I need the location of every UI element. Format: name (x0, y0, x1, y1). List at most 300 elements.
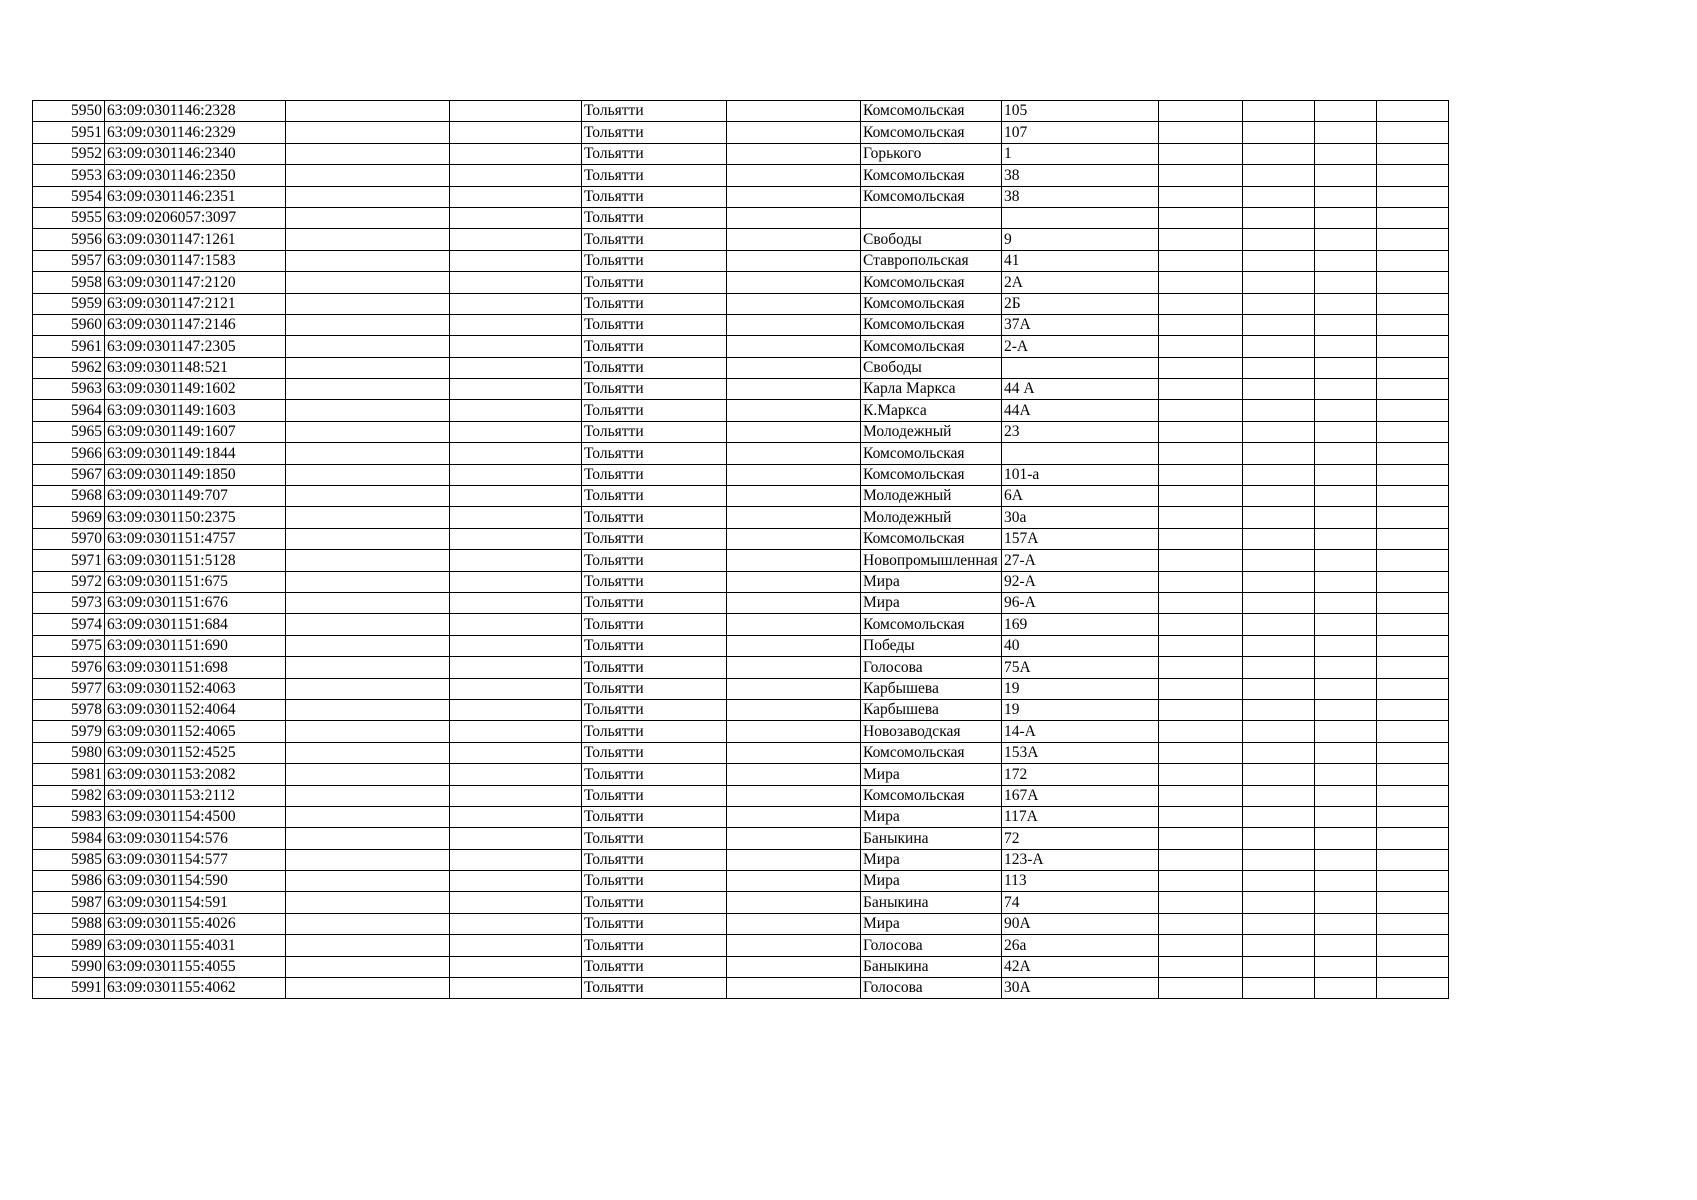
empty-cell (450, 207, 582, 228)
house-number-cell (1002, 357, 1159, 378)
empty-cell (1315, 507, 1377, 528)
empty-cell (286, 742, 450, 763)
street-cell: Комсомольская (861, 614, 1002, 635)
empty-cell (1377, 400, 1449, 421)
house-number-cell: 153А (1002, 742, 1159, 763)
empty-cell (450, 871, 582, 892)
empty-cell (1315, 379, 1377, 400)
street-cell: Мира (861, 871, 1002, 892)
empty-cell (286, 592, 450, 613)
cadastral-number-cell: 63:09:0301155:4055 (105, 956, 286, 977)
city-cell: Тольятти (582, 122, 727, 143)
row-number-cell: 5961 (33, 336, 105, 357)
empty-cell (1159, 357, 1243, 378)
empty-cell (727, 229, 861, 250)
empty-cell (450, 956, 582, 977)
empty-cell (1377, 379, 1449, 400)
street-cell: Баныкина (861, 828, 1002, 849)
cadastral-number-cell: 63:09:0301154:576 (105, 828, 286, 849)
street-cell: Комсомольская (861, 785, 1002, 806)
empty-cell (1243, 614, 1315, 635)
street-cell: Победы (861, 635, 1002, 656)
cadastral-number-cell: 63:09:0301149:1850 (105, 464, 286, 485)
street-cell: Свободы (861, 229, 1002, 250)
empty-cell (1315, 528, 1377, 549)
empty-cell (1159, 978, 1243, 999)
empty-cell (1315, 828, 1377, 849)
empty-cell (1377, 935, 1449, 956)
empty-cell (1377, 614, 1449, 635)
empty-cell (1243, 635, 1315, 656)
empty-cell (1377, 229, 1449, 250)
empty-cell (1243, 379, 1315, 400)
house-number-cell: 90А (1002, 913, 1159, 934)
empty-cell (1377, 571, 1449, 592)
row-number-cell: 5984 (33, 828, 105, 849)
cadastral-number-cell: 63:09:0301147:2121 (105, 293, 286, 314)
house-number-cell: 41 (1002, 250, 1159, 271)
empty-cell (1377, 699, 1449, 720)
cadastral-number-cell: 63:09:0301154:577 (105, 849, 286, 870)
city-cell: Тольятти (582, 165, 727, 186)
empty-cell (1315, 272, 1377, 293)
empty-cell (1315, 464, 1377, 485)
empty-cell (727, 101, 861, 122)
empty-cell (1315, 806, 1377, 827)
city-cell: Тольятти (582, 464, 727, 485)
empty-cell (727, 978, 861, 999)
house-number-cell: 6А (1002, 486, 1159, 507)
row-number-cell: 5981 (33, 764, 105, 785)
empty-cell (1315, 400, 1377, 421)
cadastral-number-cell: 63:09:0301153:2082 (105, 764, 286, 785)
cadastral-number-cell: 63:09:0301147:2305 (105, 336, 286, 357)
empty-cell (1243, 443, 1315, 464)
empty-cell (286, 550, 450, 571)
empty-cell (727, 828, 861, 849)
empty-cell (1159, 186, 1243, 207)
empty-cell (1377, 721, 1449, 742)
street-cell: Молодежный (861, 421, 1002, 442)
empty-cell (1159, 678, 1243, 699)
empty-cell (1377, 293, 1449, 314)
empty-cell (1243, 935, 1315, 956)
empty-cell (1243, 678, 1315, 699)
empty-cell (1243, 828, 1315, 849)
empty-cell (727, 592, 861, 613)
street-cell: Голосова (861, 978, 1002, 999)
empty-cell (1159, 507, 1243, 528)
empty-cell (727, 657, 861, 678)
empty-cell (450, 657, 582, 678)
city-cell: Тольятти (582, 956, 727, 977)
empty-cell (727, 614, 861, 635)
empty-cell (727, 764, 861, 785)
empty-cell (1315, 293, 1377, 314)
empty-cell (1159, 421, 1243, 442)
empty-cell (450, 785, 582, 806)
empty-cell (450, 571, 582, 592)
table-row (33, 486, 1449, 507)
empty-cell (1377, 101, 1449, 122)
empty-cell (1159, 721, 1243, 742)
table-row (33, 229, 1449, 250)
city-cell: Тольятти (582, 657, 727, 678)
house-number-cell: 75А (1002, 657, 1159, 678)
empty-cell (727, 849, 861, 870)
empty-cell (1377, 314, 1449, 335)
table-row (33, 871, 1449, 892)
house-number-cell: 169 (1002, 614, 1159, 635)
row-number-cell: 5962 (33, 357, 105, 378)
street-cell: Комсомольская (861, 314, 1002, 335)
empty-cell (1377, 272, 1449, 293)
table-row (33, 101, 1449, 122)
empty-cell (1159, 464, 1243, 485)
empty-cell (286, 528, 450, 549)
row-number-cell: 5970 (33, 528, 105, 549)
cadastral-number-cell: 63:09:0301154:4500 (105, 806, 286, 827)
empty-cell (1377, 764, 1449, 785)
empty-cell (1159, 956, 1243, 977)
empty-cell (727, 207, 861, 228)
empty-cell (1377, 486, 1449, 507)
empty-cell (450, 421, 582, 442)
empty-cell (1243, 657, 1315, 678)
empty-cell (1377, 507, 1449, 528)
table-row (33, 935, 1449, 956)
empty-cell (727, 379, 861, 400)
city-cell: Тольятти (582, 143, 727, 164)
empty-cell (727, 871, 861, 892)
empty-cell (1315, 699, 1377, 720)
empty-cell (450, 357, 582, 378)
table-row (33, 614, 1449, 635)
empty-cell (1377, 871, 1449, 892)
city-cell: Тольятти (582, 678, 727, 699)
table-row (33, 250, 1449, 271)
empty-cell (1315, 978, 1377, 999)
empty-cell (727, 785, 861, 806)
empty-cell (1159, 250, 1243, 271)
row-number-cell: 5957 (33, 250, 105, 271)
empty-cell (286, 507, 450, 528)
empty-cell (450, 592, 582, 613)
empty-cell (1159, 550, 1243, 571)
street-cell: Голосова (861, 935, 1002, 956)
empty-cell (450, 272, 582, 293)
table-row (33, 892, 1449, 913)
house-number-cell: 157А (1002, 528, 1159, 549)
empty-cell (1377, 528, 1449, 549)
cadastral-number-cell: 63:09:0301146:2351 (105, 186, 286, 207)
empty-cell (1159, 592, 1243, 613)
empty-cell (450, 250, 582, 271)
table-row (33, 507, 1449, 528)
empty-cell (286, 421, 450, 442)
empty-cell (1159, 101, 1243, 122)
empty-cell (727, 635, 861, 656)
cadastral-number-cell: 63:09:0301147:1583 (105, 250, 286, 271)
city-cell: Тольятти (582, 186, 727, 207)
empty-cell (450, 935, 582, 956)
empty-cell (1315, 314, 1377, 335)
empty-cell (450, 550, 582, 571)
table-row (33, 379, 1449, 400)
empty-cell (286, 293, 450, 314)
row-number-cell: 5991 (33, 978, 105, 999)
empty-cell (1377, 443, 1449, 464)
cadastral-number-cell: 63:09:0301147:2120 (105, 272, 286, 293)
street-cell: Комсомольская (861, 336, 1002, 357)
empty-cell (1159, 614, 1243, 635)
cadastral-number-cell: 63:09:0301154:591 (105, 892, 286, 913)
street-cell: Мира (861, 764, 1002, 785)
empty-cell (1377, 250, 1449, 271)
empty-cell (286, 443, 450, 464)
empty-cell (1377, 806, 1449, 827)
empty-cell (1243, 764, 1315, 785)
street-cell: Комсомольская (861, 443, 1002, 464)
empty-cell (1243, 165, 1315, 186)
empty-cell (286, 314, 450, 335)
empty-cell (286, 828, 450, 849)
empty-cell (1159, 635, 1243, 656)
street-cell: К.Маркса (861, 400, 1002, 421)
empty-cell (1243, 293, 1315, 314)
cadastral-number-cell: 63:09:0301152:4063 (105, 678, 286, 699)
table-row (33, 978, 1449, 999)
empty-cell (450, 892, 582, 913)
cadastral-number-cell: 63:09:0301146:2328 (105, 101, 286, 122)
city-cell: Тольятти (582, 379, 727, 400)
empty-cell (1159, 336, 1243, 357)
street-cell: Ставропольская (861, 250, 1002, 271)
empty-cell (450, 336, 582, 357)
street-cell: Комсомольская (861, 742, 1002, 763)
empty-cell (1377, 956, 1449, 977)
city-cell: Тольятти (582, 913, 727, 934)
table-row (33, 528, 1449, 549)
row-number-cell: 5973 (33, 592, 105, 613)
empty-cell (1315, 956, 1377, 977)
empty-cell (727, 742, 861, 763)
empty-cell (1377, 550, 1449, 571)
empty-cell (286, 806, 450, 827)
table-row (33, 764, 1449, 785)
empty-cell (727, 165, 861, 186)
empty-cell (286, 272, 450, 293)
empty-cell (1159, 379, 1243, 400)
cadastral-number-cell: 63:09:0301151:5128 (105, 550, 286, 571)
empty-cell (286, 956, 450, 977)
street-cell: Комсомольская (861, 186, 1002, 207)
table-row (33, 336, 1449, 357)
row-number-cell: 5953 (33, 165, 105, 186)
empty-cell (286, 635, 450, 656)
empty-cell (727, 806, 861, 827)
cadastral-table (32, 100, 1449, 999)
empty-cell (1159, 571, 1243, 592)
empty-cell (286, 764, 450, 785)
empty-cell (727, 550, 861, 571)
empty-cell (1377, 357, 1449, 378)
empty-cell (727, 935, 861, 956)
empty-cell (1315, 250, 1377, 271)
table-row (33, 849, 1449, 870)
empty-cell (1159, 486, 1243, 507)
row-number-cell: 5989 (33, 935, 105, 956)
cadastral-number-cell: 63:09:0301151:684 (105, 614, 286, 635)
empty-cell (1377, 635, 1449, 656)
empty-cell (1243, 956, 1315, 977)
house-number-cell: 167А (1002, 785, 1159, 806)
empty-cell (1315, 143, 1377, 164)
cadastral-number-cell: 63:09:0301146:2340 (105, 143, 286, 164)
empty-cell (1315, 122, 1377, 143)
empty-cell (1315, 165, 1377, 186)
empty-cell (1315, 207, 1377, 228)
empty-cell (727, 443, 861, 464)
empty-cell (1315, 764, 1377, 785)
row-number-cell: 5986 (33, 871, 105, 892)
empty-cell (286, 699, 450, 720)
empty-cell (286, 165, 450, 186)
empty-cell (286, 101, 450, 122)
empty-cell (1243, 978, 1315, 999)
empty-cell (1377, 849, 1449, 870)
empty-cell (727, 272, 861, 293)
empty-cell (727, 913, 861, 934)
empty-cell (450, 913, 582, 934)
house-number-cell: 27-А (1002, 550, 1159, 571)
street-cell (861, 207, 1002, 228)
house-number-cell (1002, 443, 1159, 464)
empty-cell (1243, 571, 1315, 592)
table-row (33, 443, 1449, 464)
cadastral-number-cell: 63:09:0301149:1607 (105, 421, 286, 442)
empty-cell (1159, 849, 1243, 870)
city-cell: Тольятти (582, 229, 727, 250)
table-row (33, 314, 1449, 335)
empty-cell (286, 357, 450, 378)
empty-cell (727, 571, 861, 592)
city-cell: Тольятти (582, 443, 727, 464)
empty-cell (1243, 207, 1315, 228)
empty-cell (450, 614, 582, 635)
row-number-cell: 5963 (33, 379, 105, 400)
row-number-cell: 5979 (33, 721, 105, 742)
city-cell: Тольятти (582, 250, 727, 271)
empty-cell (286, 229, 450, 250)
city-cell: Тольятти (582, 571, 727, 592)
empty-cell (450, 507, 582, 528)
row-number-cell: 5965 (33, 421, 105, 442)
empty-cell (450, 293, 582, 314)
empty-cell (1315, 849, 1377, 870)
empty-cell (1377, 143, 1449, 164)
house-number-cell: 117А (1002, 806, 1159, 827)
cadastral-number-cell: 63:09:0301151:698 (105, 657, 286, 678)
row-number-cell: 5978 (33, 699, 105, 720)
empty-cell (450, 849, 582, 870)
empty-cell (727, 721, 861, 742)
empty-cell (1159, 657, 1243, 678)
city-cell: Тольятти (582, 507, 727, 528)
house-number-cell: 38 (1002, 186, 1159, 207)
empty-cell (1159, 828, 1243, 849)
city-cell: Тольятти (582, 806, 727, 827)
row-number-cell: 5983 (33, 806, 105, 827)
row-number-cell: 5988 (33, 913, 105, 934)
empty-cell (727, 143, 861, 164)
house-number-cell: 74 (1002, 892, 1159, 913)
city-cell: Тольятти (582, 614, 727, 635)
empty-cell (1159, 207, 1243, 228)
empty-cell (1377, 913, 1449, 934)
empty-cell (450, 314, 582, 335)
empty-cell (1159, 443, 1243, 464)
empty-cell (1243, 229, 1315, 250)
empty-cell (1159, 892, 1243, 913)
empty-cell (450, 186, 582, 207)
empty-cell (450, 635, 582, 656)
empty-cell (1315, 614, 1377, 635)
street-cell: Молодежный (861, 486, 1002, 507)
table-row (33, 122, 1449, 143)
street-cell: Мира (861, 806, 1002, 827)
empty-cell (450, 464, 582, 485)
row-number-cell: 5987 (33, 892, 105, 913)
cadastral-number-cell: 63:09:0301151:676 (105, 592, 286, 613)
house-number-cell: 38 (1002, 165, 1159, 186)
empty-cell (286, 464, 450, 485)
empty-cell (727, 892, 861, 913)
row-number-cell: 5955 (33, 207, 105, 228)
empty-cell (450, 806, 582, 827)
city-cell: Тольятти (582, 828, 727, 849)
row-number-cell: 5977 (33, 678, 105, 699)
house-number-cell: 105 (1002, 101, 1159, 122)
city-cell: Тольятти (582, 892, 727, 913)
empty-cell (1243, 742, 1315, 763)
city-cell: Тольятти (582, 635, 727, 656)
city-cell: Тольятти (582, 272, 727, 293)
empty-cell (1243, 250, 1315, 271)
table-row (33, 464, 1449, 485)
empty-cell (450, 443, 582, 464)
house-number-cell: 14-А (1002, 721, 1159, 742)
city-cell: Тольятти (582, 721, 727, 742)
row-number-cell: 5968 (33, 486, 105, 507)
house-number-cell: 96-А (1002, 592, 1159, 613)
empty-cell (286, 486, 450, 507)
empty-cell (1315, 421, 1377, 442)
row-number-cell: 5972 (33, 571, 105, 592)
empty-cell (1315, 678, 1377, 699)
city-cell: Тольятти (582, 528, 727, 549)
empty-cell (1377, 978, 1449, 999)
street-cell: Комсомольская (861, 293, 1002, 314)
cadastral-number-cell: 63:09:0301155:4031 (105, 935, 286, 956)
row-number-cell: 5967 (33, 464, 105, 485)
table-row (33, 742, 1449, 763)
empty-cell (1377, 678, 1449, 699)
empty-cell (727, 186, 861, 207)
empty-cell (1315, 571, 1377, 592)
empty-cell (1243, 721, 1315, 742)
city-cell: Тольятти (582, 871, 727, 892)
